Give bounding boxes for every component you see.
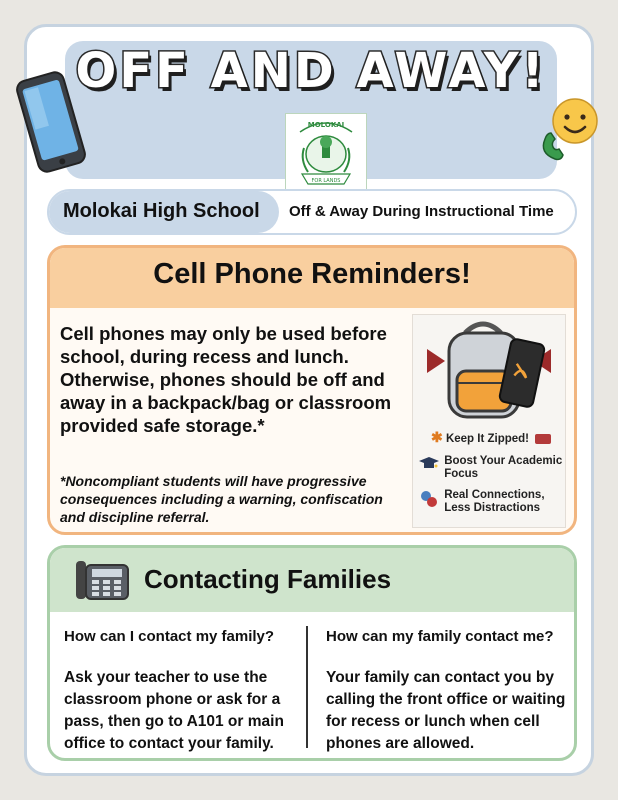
title-band [65, 41, 557, 184]
wallet-icon [535, 434, 551, 444]
family-section-header [50, 548, 574, 612]
family-right-column [326, 628, 566, 755]
badge-keep-zipped: ✱ Keep It Zipped! [431, 431, 551, 446]
smiley-phone-icon [537, 95, 601, 170]
left-question: How can I contact my family? [64, 628, 275, 645]
poster-title: OFF AND AWAY! [75, 43, 547, 99]
school-name: Molokai High School [63, 200, 260, 222]
graduation-cap-icon [419, 455, 441, 475]
column-divider [306, 626, 308, 748]
right-answer: Your family can contact you by calling the front office or waiting for recess or lunch when cell phones are allowed. [326, 669, 566, 752]
cell-section-body: Cell phones may only be used before school, during recess and lunch. Otherwise, phones should be off and away in a backpack/bag or classroom provided safe storage.* [60, 323, 392, 436]
badge-academic-focus: Boost Your Academic Focus [419, 455, 562, 481]
family-left-column [64, 628, 294, 755]
logo-banner-text: FOR LANDS [311, 178, 341, 184]
reminder-graphic [412, 314, 566, 528]
backpack-with-phone-icon [427, 319, 551, 423]
badge-real-connections: Real Connections, Less Distractions [419, 489, 562, 515]
left-answer: Ask your teacher to use the classroom phone or ask for a pass, then go to A101 or main office to contact your family. [64, 669, 284, 752]
school-subtitle: Off & Away During Instructional Time [289, 203, 554, 220]
cell-section-header [50, 248, 574, 308]
desk-phone-icon [74, 557, 130, 608]
poster [24, 24, 594, 776]
cell-section-note: *Noncompliant students will have progressive consequences including a warning, confiscation and discipline referral. [60, 473, 383, 525]
asterisk-icon: ✱ [431, 429, 443, 445]
cell-phone-reminders-section [47, 245, 577, 535]
school-bar [47, 189, 577, 235]
cell-section-title: Cell Phone Reminders! [153, 258, 471, 290]
school-logo [285, 113, 367, 191]
logo-text: MOLOKAI [307, 121, 345, 129]
right-question: How can my family contact me? [326, 628, 554, 645]
contacting-families-section [47, 545, 577, 761]
people-icon [419, 489, 441, 513]
smartphone-icon [15, 67, 87, 182]
family-section-title: Contacting Families [144, 564, 392, 594]
